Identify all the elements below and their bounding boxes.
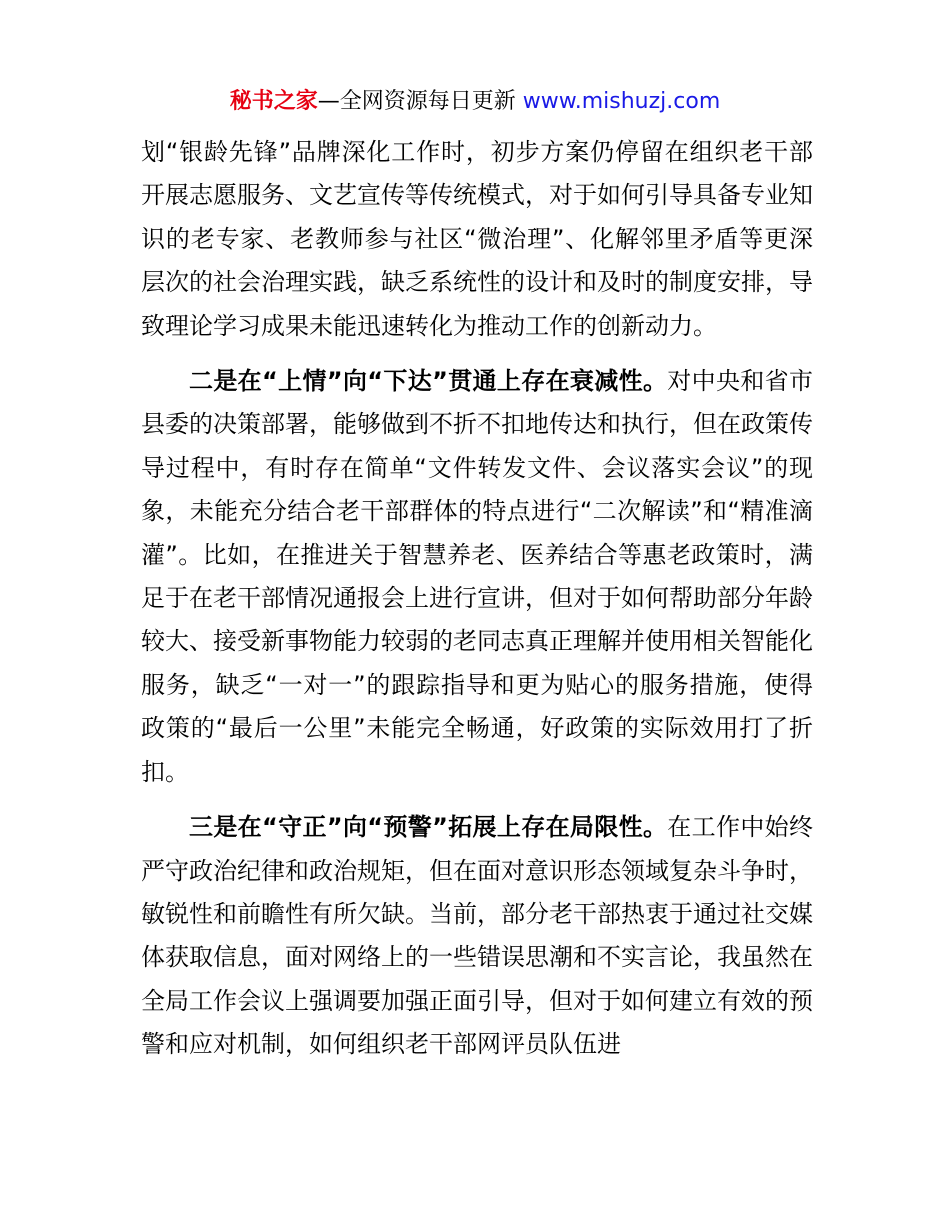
site-brand: 秘书之家: [229, 89, 318, 114]
paragraph-lead-heading: 三是在“守正”向“预警”拓展上存在局限性。: [189, 813, 668, 842]
paragraph-text: 划“银龄先锋”品牌深化工作时，初步方案仍停留在组织老干部开展志愿服务、文艺宣传等传统模式，对于如何引导具备专业知识的老专家、老教师参与社区“微治理”、化解邻里矛盾等更深层次的社会治理实践，缺乏系统性的设计和及时的制度安排，导致理论学习成果未能迅速转化为推动工作的创新动力。: [141, 138, 813, 340]
paragraph-point-three: [141, 806, 813, 1066]
site-header: [0, 86, 950, 118]
paragraph-lead-heading: 二是在“上情”向“下达”贯通上存在衰减性。: [189, 367, 668, 396]
paragraph-continuation: [141, 131, 813, 348]
site-tagline: —全网资源每日更新: [317, 89, 516, 114]
paragraph-text: 对中央和省市县委的决策部署，能够做到不折不扣地传达和执行，但在政策传导过程中，有时存在简单“文件转发文件、会议落实会议”的现象，未能充分结合老干部群体的特点进行“二次解读”和“精准滴灌”。比如，在推进关于智慧养老、医养结合等惠老政策时，满足于在老干部情况通报会上进行宣讲，但对于如何帮助部分年龄较大、接受新事物能力较弱的老同志真正理解并使用相关智能化服务，缺乏“一对一”的跟踪指导和更为贴心的服务措施，使得政策的“最后一公里”未能完全畅通，好政策的实际效用打了折扣。: [141, 367, 814, 786]
document-body: [141, 131, 813, 1067]
site-url-link[interactable]: www.mishuzj.com: [522, 89, 721, 114]
paragraph-point-two: [141, 360, 813, 794]
paragraph-text: 在工作中始终严守政治纪律和政治规矩，但在面对意识形态领域复杂斗争时，敏锐性和前瞻性有所欠缺。当前，部分老干部热衷于通过社交媒体获取信息，面对网络上的一些错误思潮和不实言论，我虽然在全局工作会议上强调要加强正面引导，但对于如何建立有效的预警和应对机制，如何组织老干部网评员队伍进: [141, 813, 814, 1059]
